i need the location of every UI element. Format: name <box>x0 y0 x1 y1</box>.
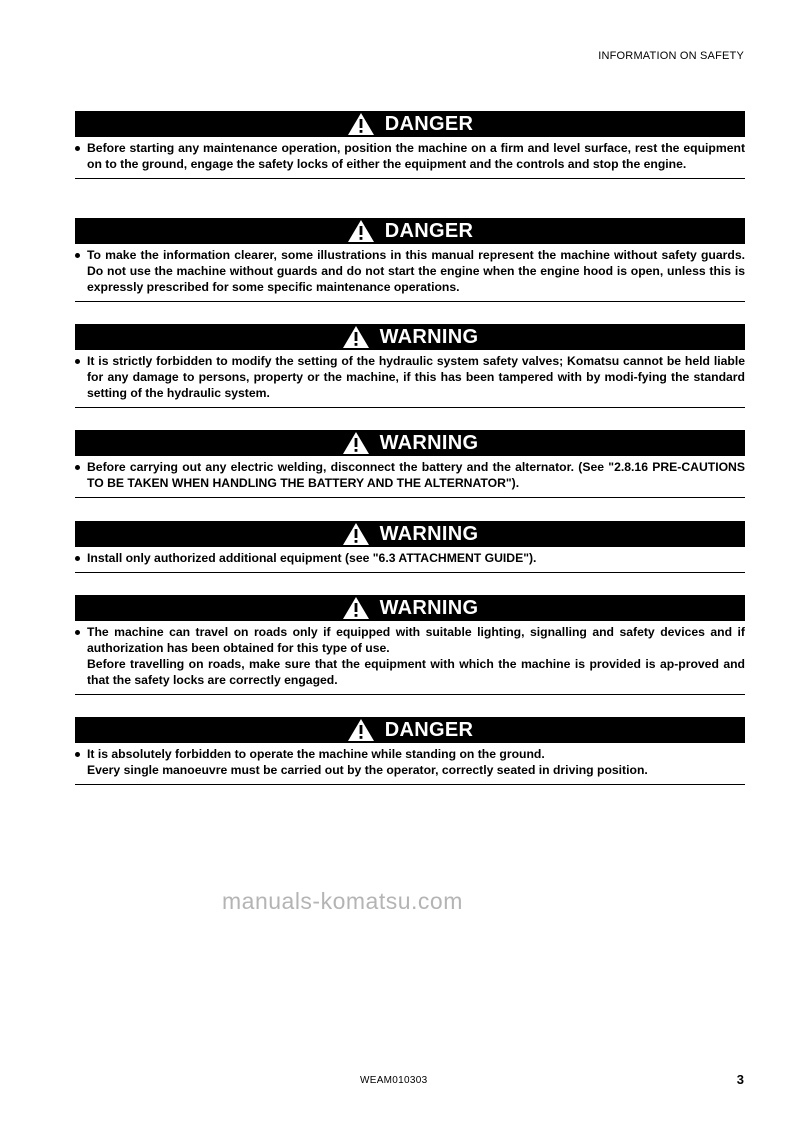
warning-triangle-icon <box>347 219 375 243</box>
bullet-icon <box>75 752 80 757</box>
notice-level: WARNING <box>379 325 479 348</box>
notice-bar <box>75 595 745 621</box>
notice-level: WARNING <box>379 596 479 619</box>
notice-paragraph: Before starting any maintenance operation, position the machine on a firm and level surface, rest the equipment on to the ground, engage the safety locks of either the equipment and the controls and stop the engine. <box>87 141 745 171</box>
safety-notice <box>75 430 745 498</box>
notice-body <box>75 743 745 785</box>
notice-body <box>75 137 745 179</box>
bullet-icon <box>75 359 80 364</box>
watermark: manuals-komatsu.com <box>222 888 463 914</box>
notice-body <box>75 547 745 573</box>
section-header: INFORMATION ON SAFETY <box>598 50 744 62</box>
safety-notice <box>75 521 745 573</box>
warning-triangle-icon <box>342 522 370 546</box>
bullet-icon <box>75 556 80 561</box>
bullet-icon <box>75 465 80 470</box>
notice-bar <box>75 111 745 137</box>
notice-level: DANGER <box>384 112 474 135</box>
notice-level: WARNING <box>379 522 479 545</box>
warning-triangle-icon <box>342 431 370 455</box>
notice-paragraph: Every single manoeuvre must be carried out by the operator, correctly seated in driving position. <box>87 763 648 777</box>
notice-paragraph: It is absolutely forbidden to operate the machine while standing on the ground. <box>87 747 545 761</box>
notice-paragraph: The machine can travel on roads only if equipped with suitable lighting, signalling and safety devices and if authorization has been obtained for this type of use. <box>87 625 745 655</box>
safety-notice <box>75 717 745 785</box>
warning-triangle-icon <box>347 112 375 136</box>
notice-paragraph: Before carrying out any electric welding, disconnect the battery and the alternator. (See "2.8.16 PRE-CAUTIONS TO BE TAKEN WHEN HANDLING THE BATTERY AND THE ALTERNATOR"). <box>87 460 745 490</box>
notice-body <box>75 350 745 408</box>
warning-triangle-icon <box>342 596 370 620</box>
notice-bar <box>75 717 745 743</box>
notice-bar <box>75 218 745 244</box>
notice-paragraph: Install only authorized additional equipment (see "6.3 ATTACHMENT GUIDE"). <box>87 551 537 565</box>
notice-body <box>75 621 745 695</box>
notice-bar <box>75 521 745 547</box>
notice-body <box>75 456 745 498</box>
bullet-icon <box>75 630 80 635</box>
notice-paragraph: Before travelling on roads, make sure that the equipment with which the machine is provided is ap-proved and that the safety locks are correctly engaged. <box>87 657 745 687</box>
safety-notice <box>75 324 745 408</box>
notice-paragraph: It is strictly forbidden to modify the setting of the hydraulic system safety valves; Komatsu cannot be held liable for any damage to persons, property or the machine, if this has been tampered with by modi-fying the standard setting of the hydraulic system. <box>87 354 745 400</box>
notice-level: WARNING <box>379 431 479 454</box>
page-number: 3 <box>736 1072 744 1087</box>
notice-level: DANGER <box>384 718 474 741</box>
warning-triangle-icon <box>347 718 375 742</box>
notice-bar <box>75 430 745 456</box>
document-code: WEAM010303 <box>360 1075 428 1086</box>
bullet-icon <box>75 253 80 258</box>
warning-triangle-icon <box>342 325 370 349</box>
notice-body <box>75 244 745 302</box>
safety-notice <box>75 111 745 179</box>
notice-bar <box>75 324 745 350</box>
bullet-icon <box>75 146 80 151</box>
safety-notice <box>75 595 745 695</box>
notice-paragraph: To make the information clearer, some illustrations in this manual represent the machine without safety guards. Do not use the machine without guards and do not start the engine when the engine hood is open, unless this is expressly prescribed for some specific maintenance operations. <box>87 248 745 294</box>
safety-notice <box>75 218 745 302</box>
notice-level: DANGER <box>384 219 474 242</box>
